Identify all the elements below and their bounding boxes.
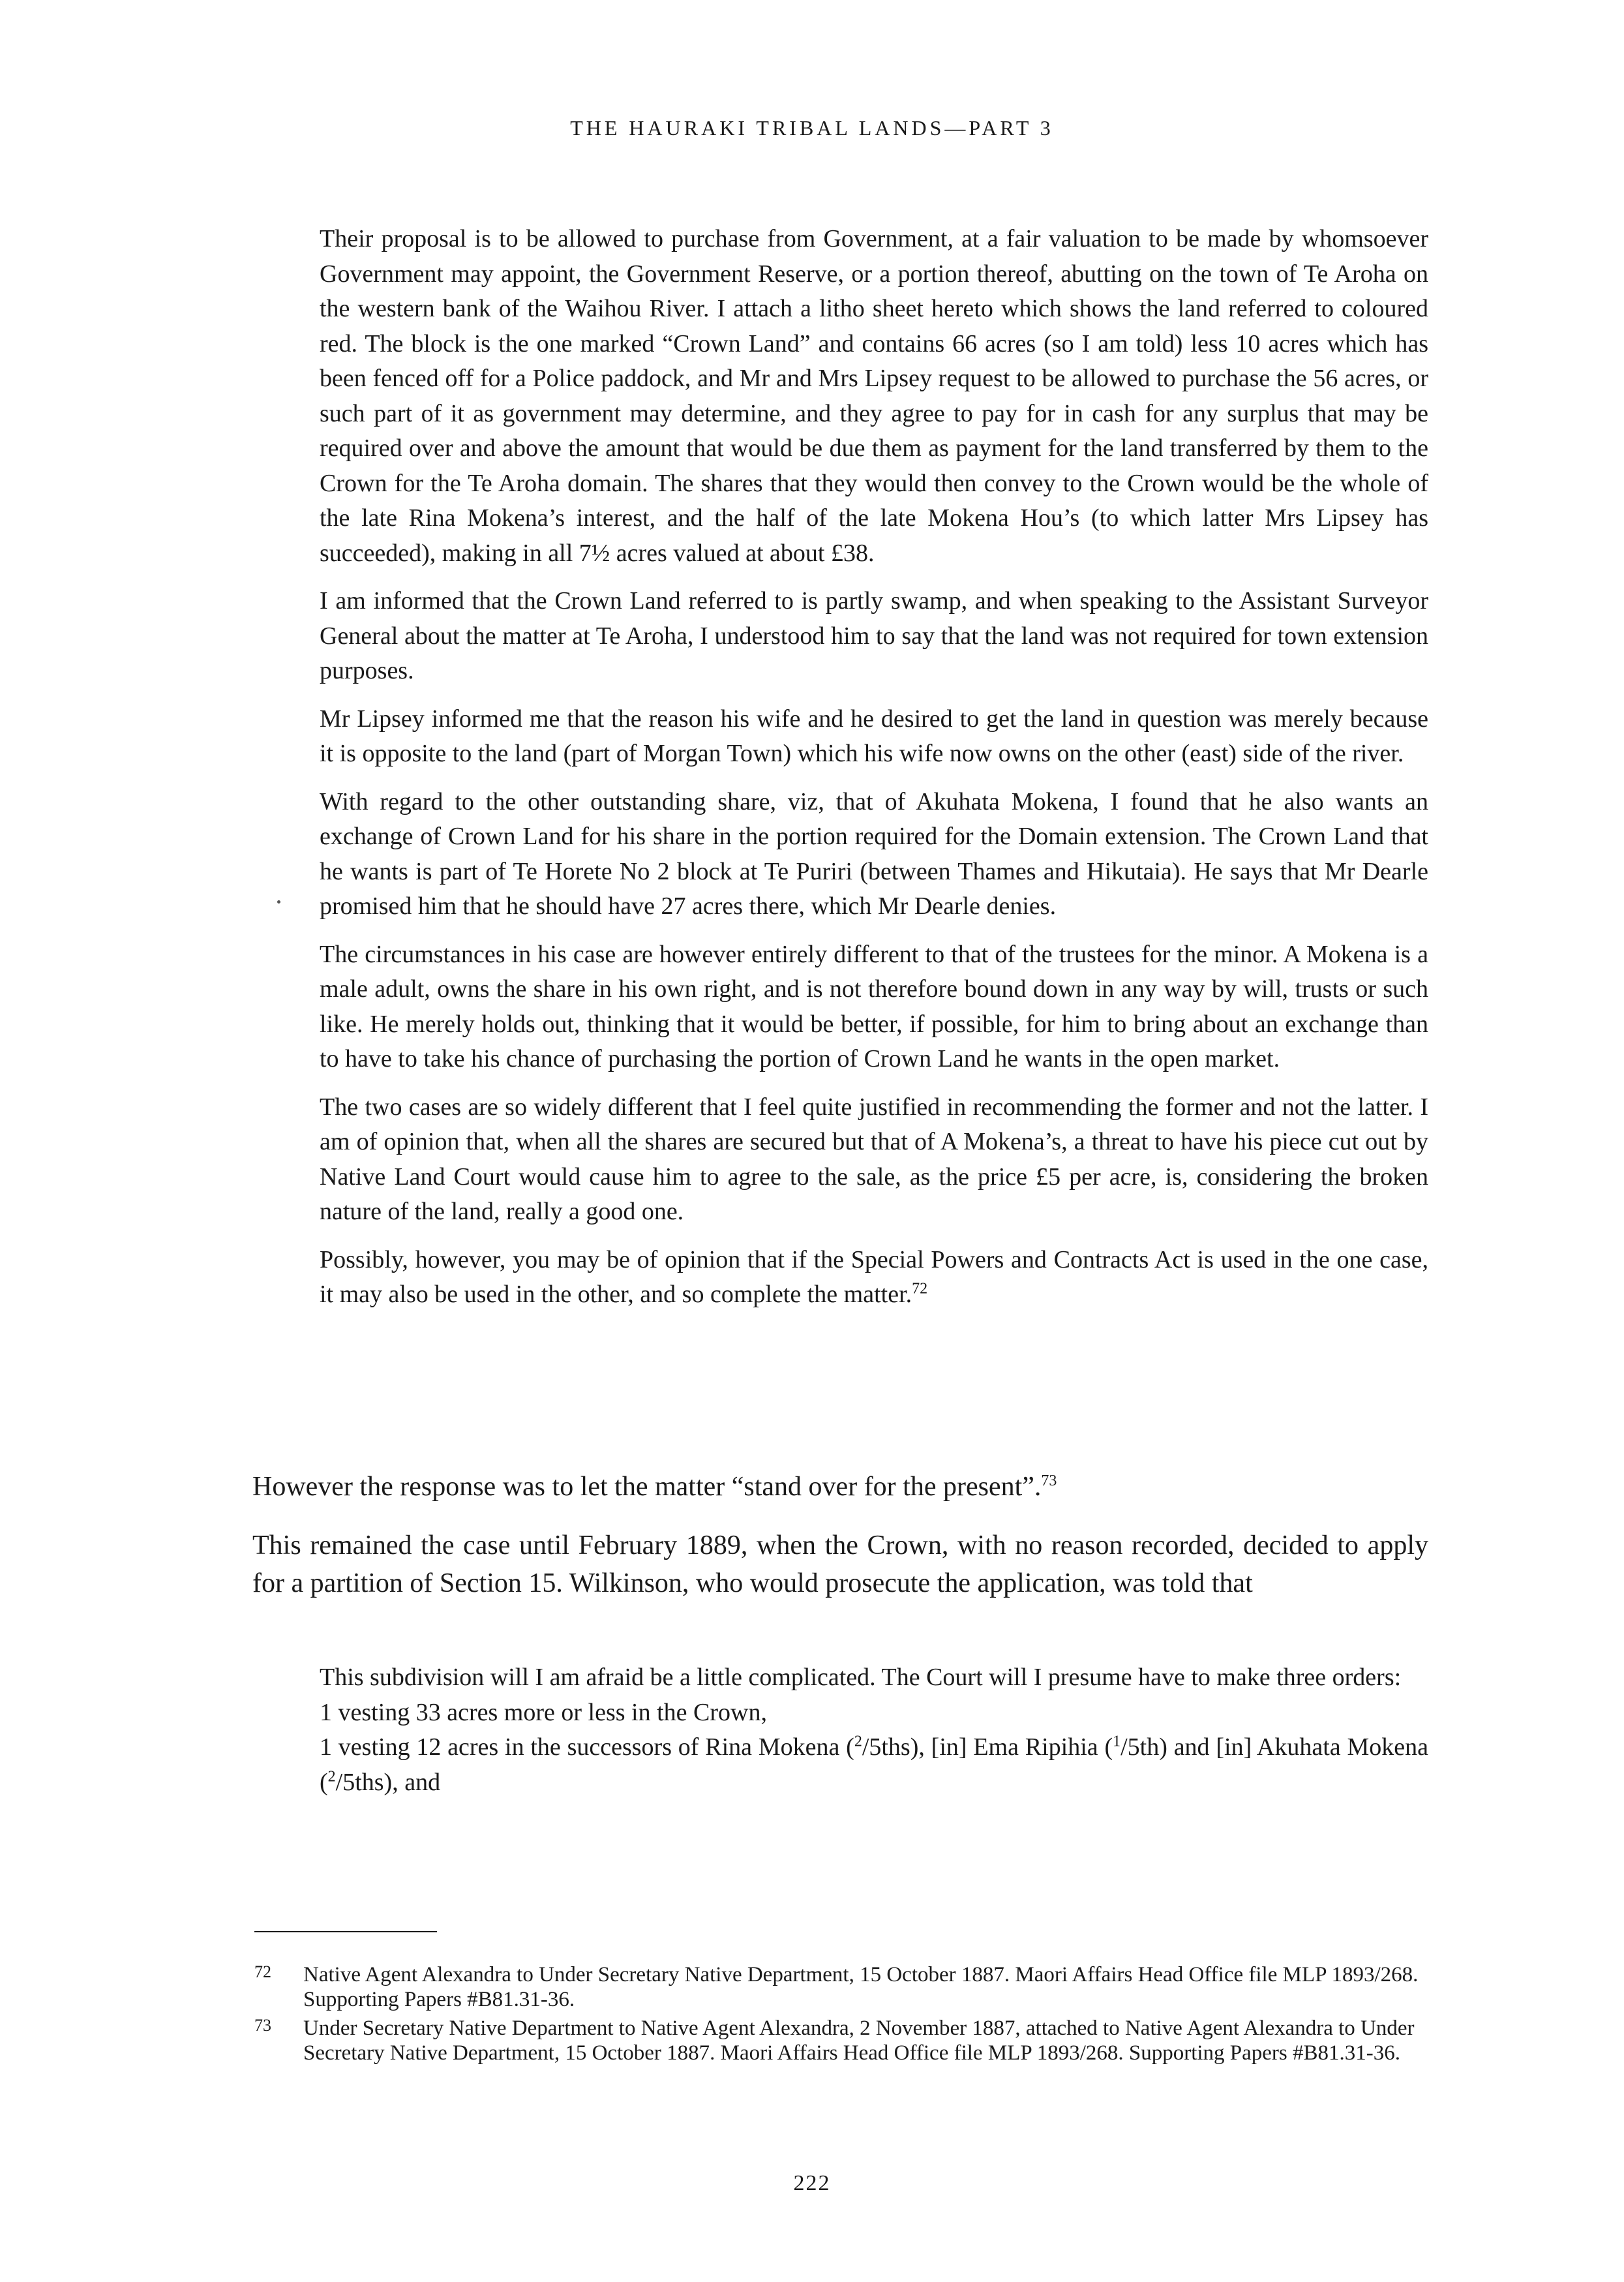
quote-paragraph: Their proposal is to be allowed to purchase from Government, at a fair valuation to be made by whomsoever Government may appoint, the Government Reserve, or a portion thereof, abutting on the town of Te Aroha on the western bank of the Waihou River. I attach a litho sheet hereto which shows the land referred to coloured red. The block is the one marked “Crown Land” and contains 66 acres (so I am told) less 10 acres which has been fenced off for a Police paddock, and Mr and Mrs Lipsey request to be allowed to purchase the 56 acres, or such part of it as government may determine, and they agree to pay for in cash for any surplus that may be required over and above the amount that would be due them as payment for the land transferred by them to the Crown for the Te Aroha domain. The shares that they would then convey to the Crown would be the whole of the late Rina Mokena’s interest, and the half of the late Mokena Hou’s (to which latter Mrs Lipsey has succeeded), making in all 7½ acres valued at about £38. — [320, 225, 1428, 567]
body-paragraph — [252, 1468, 1428, 1506]
footnote-number: 73 — [254, 2016, 271, 2035]
footnote-ref[interactable]: 72 — [912, 1280, 928, 1298]
footnote-text: Under Secretary Native Department to Native Agent Alexandra, 2 November 1887, attached to Native Agent Alexandra to Under Secretary Native Department, 15 October 1887. Maori Affairs Head Office file MLP 1893/268. Supporting Papers #B81.31-36. — [303, 2016, 1415, 2065]
footnote-text: Native Agent Alexandra to Under Secretary Native Department, 15 October 1887. Maori Affairs Head Office file MLP 1893/268. Supporting Papers #B81.31-36. — [303, 1963, 1419, 2011]
footnote-divider — [254, 1931, 437, 1932]
fraction-numerator: 1 — [1113, 1733, 1121, 1750]
fraction-numerator: 2 — [327, 1767, 336, 1785]
quote-text: Possibly, however, you may be of opinion that if the Special Powers and Contracts Act is used in the one case, it may also be used in the other, and so complete the matter. — [320, 1245, 1428, 1308]
running-header: THE HAURAKI TRIBAL LANDS—PART 3 — [570, 116, 1054, 140]
quote-paragraph: I am informed that the Crown Land referred to is partly swamp, and when speaking to the Assistant Surveyor General about the matter at Te Aroha, I understood him to say that the land was not required for town extension purposes. — [320, 587, 1428, 684]
quote-text: 1 vesting 12 acres in the successors of Rina Mokena ( — [320, 1733, 854, 1761]
quote-paragraph: The two cases are so widely different that I feel quite justified in recommending the former and not the latter. I am of opinion that, when all the shares are secured but that of A Mokena’s, a threat to have his piece cut out by Native Land Court would cause him to agree to the sale, as the price £5 per acre, is, considering the broken nature of the land, really a good one. — [320, 1093, 1428, 1225]
quote-text: /5th) and [in] Akuhata Mokena ( — [320, 1733, 1428, 1796]
body-text: However the response was to let the matter “stand over for the present”. — [252, 1472, 1042, 1502]
page-number: 222 — [793, 2171, 831, 2195]
quote-paragraph: The circumstances in his case are however entirely different to that of the trustees for the minor. A Mokena is a male adult, owns the share in his own right, and is not therefore bound down in any way by will, trusts or such like. He merely holds out, thinking that it would be better, if possible, for him to bring about an exchange than to have to take his chance of purchasing the portion of Crown Land he wants in the open market. — [320, 940, 1428, 1073]
quote-paragraph — [320, 1243, 1428, 1313]
quote-text: /5ths), and — [335, 1768, 441, 1796]
footnote — [254, 1962, 1428, 2012]
block-quote-letter — [320, 222, 1428, 1326]
footnote-ref[interactable]: 73 — [1041, 1472, 1057, 1489]
quote-list-item — [320, 1730, 1428, 1800]
block-quote-instructions — [320, 1660, 1428, 1800]
quote-list-item: 1 vesting 33 acres more or less in the Crown, — [320, 1698, 767, 1726]
footnote-number: 72 — [254, 1962, 271, 1981]
fraction-numerator: 2 — [854, 1733, 862, 1750]
quote-paragraph: Mr Lipsey informed me that the reason his wife and he desired to get the land in question was merely because it is opposite to the land (part of Morgan Town) which his wife now owns on the other (east) side of the river. — [320, 705, 1428, 767]
footnote — [254, 2016, 1428, 2065]
quote-text: /5ths), [in] Ema Ripihia ( — [862, 1733, 1113, 1761]
quote-paragraph: With regard to the other outstanding share, viz, that of Akuhata Mokena, I found that he also wants an exchange of Crown Land for his share in the portion required for the Domain extension. The Crown Land that he wants is part of Te Horete No 2 block at Te Puriri (between Thames and Hikutaia). He says that Mr Dearle promised him that he should have 27 acres there, which Mr Dearle denies. — [320, 787, 1428, 920]
body-paragraph: This remained the case until February 1889, when the Crown, with no reason recorded, decided to apply for a partition of Section 15. Wilkinson, who would prosecute the application, was told that — [252, 1530, 1428, 1598]
stray-mark — [277, 900, 280, 904]
quote-paragraph: This subdivision will I am afraid be a little complicated. The Court will I presume have to make three orders: — [320, 1664, 1402, 1691]
